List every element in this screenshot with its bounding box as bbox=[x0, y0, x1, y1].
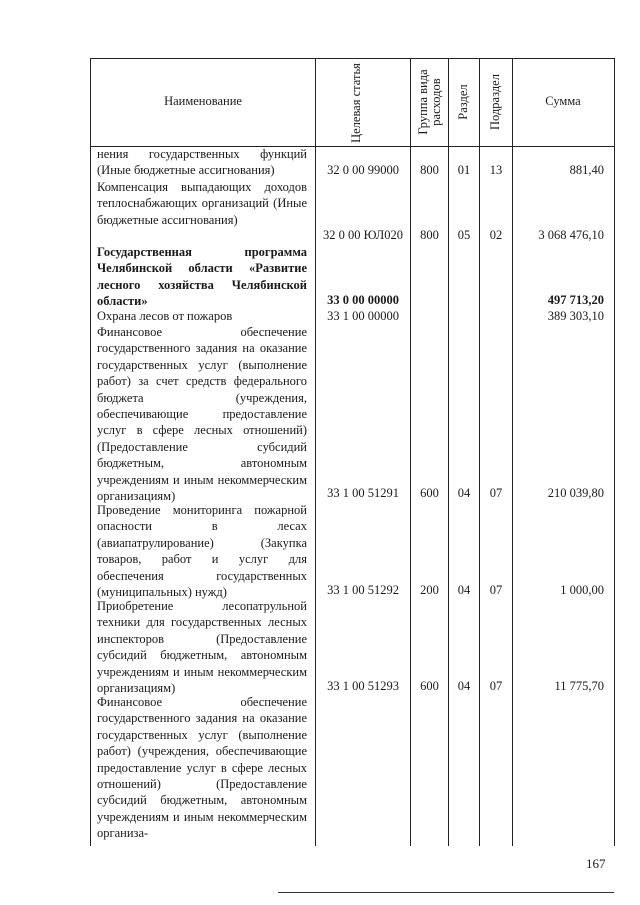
footer-rule bbox=[278, 892, 614, 893]
row-section: 01 bbox=[457, 163, 471, 177]
row-name: нения государственных функций (Иные бюджетные ассигнования) bbox=[97, 147, 307, 178]
row-subsection: 02 bbox=[489, 228, 503, 242]
row-name: Приобретение лесопатрульной техники для государственных лесных инспекторов (Предоставление субсидий бюджетным, автономным учреждениям и иным некоммерческим организациям) bbox=[97, 599, 307, 696]
header-target: Целевая статья bbox=[349, 63, 363, 143]
row-subsection: 07 bbox=[489, 486, 503, 500]
table-top-rule bbox=[90, 58, 614, 59]
row-name: Финансовое обеспечение государственного задания на оказание государственных услуг (выполнение работ) (учреждения, обеспечивающие предоставление услуг в сфере лесных отношений) (Предоставление субсидий бюджетным, автономным учреждениям и иным некоммерческим организа- bbox=[97, 695, 307, 841]
row-group: 800 bbox=[420, 163, 439, 177]
row-group: 600 bbox=[420, 486, 439, 500]
row-group: 200 bbox=[420, 583, 439, 597]
header-sum: Сумма bbox=[545, 94, 581, 108]
row-sum: 210 039,80 bbox=[547, 486, 604, 500]
row-target: 33 1 00 51292 bbox=[327, 583, 399, 597]
row-group: 600 bbox=[420, 679, 439, 693]
row-target: 33 1 00 51293 bbox=[327, 679, 399, 693]
row-sum: 1 000,00 bbox=[560, 583, 604, 597]
header-section: Раздел bbox=[456, 84, 470, 120]
row-sum: 3 068 476,10 bbox=[538, 228, 604, 242]
row-name: Охрана лесов от пожаров bbox=[97, 309, 233, 323]
row-target: 33 1 00 00000 bbox=[327, 309, 399, 323]
page-number: 167 bbox=[586, 856, 606, 871]
row-name: Проведение мониторинга пожарной опасности в лесах (авиапатрулирование) (Закупка товаров, работ и услуг для обеспечения государственных (муниципальных) нужд) bbox=[97, 503, 307, 600]
row-group: 800 bbox=[420, 228, 439, 242]
row-section: 05 bbox=[457, 228, 471, 242]
row-name: Финансовое обеспечение государственного задания на оказание государственных услуг (выполнение работ) за счет средств федерального бюджета (учреждения, обеспечивающие предоставление услуг в сфере лесных отношений) (Предоставление субсидий бюджетным, автономным учреждениям и иным некоммерческим организациям) bbox=[97, 325, 307, 504]
row-target: 33 0 00 00000 bbox=[327, 293, 399, 307]
row-subsection: 07 bbox=[489, 679, 503, 693]
header-name: Наименование bbox=[164, 94, 242, 108]
row-section: 04 bbox=[457, 583, 471, 597]
row-subsection: 07 bbox=[489, 583, 503, 597]
row-section: 04 bbox=[457, 486, 471, 500]
row-section: 04 bbox=[457, 679, 471, 693]
row-sum: 389 303,10 bbox=[547, 309, 604, 323]
row-name: Компенсация выпадающих доходов теплоснабжающих организаций (Иные бюджетные ассигнования) bbox=[97, 180, 307, 227]
row-target: 32 0 00 ЮЛ020 bbox=[322, 228, 404, 242]
header-subsection: Подраздел bbox=[488, 74, 502, 130]
row-sum: 881,40 bbox=[569, 163, 604, 177]
row-sum: 497 713,20 bbox=[547, 293, 604, 307]
row-target: 33 1 00 51291 bbox=[327, 486, 399, 500]
row-sum: 11 775,70 bbox=[554, 679, 604, 693]
row-name: Государственная программа Челябинской области «Развитие лесного хозяйства Челябинской области» bbox=[97, 245, 307, 309]
row-target: 32 0 00 99000 bbox=[327, 163, 399, 177]
row-subsection: 13 bbox=[489, 163, 503, 177]
header-group: Группа вида расходов bbox=[416, 69, 443, 135]
